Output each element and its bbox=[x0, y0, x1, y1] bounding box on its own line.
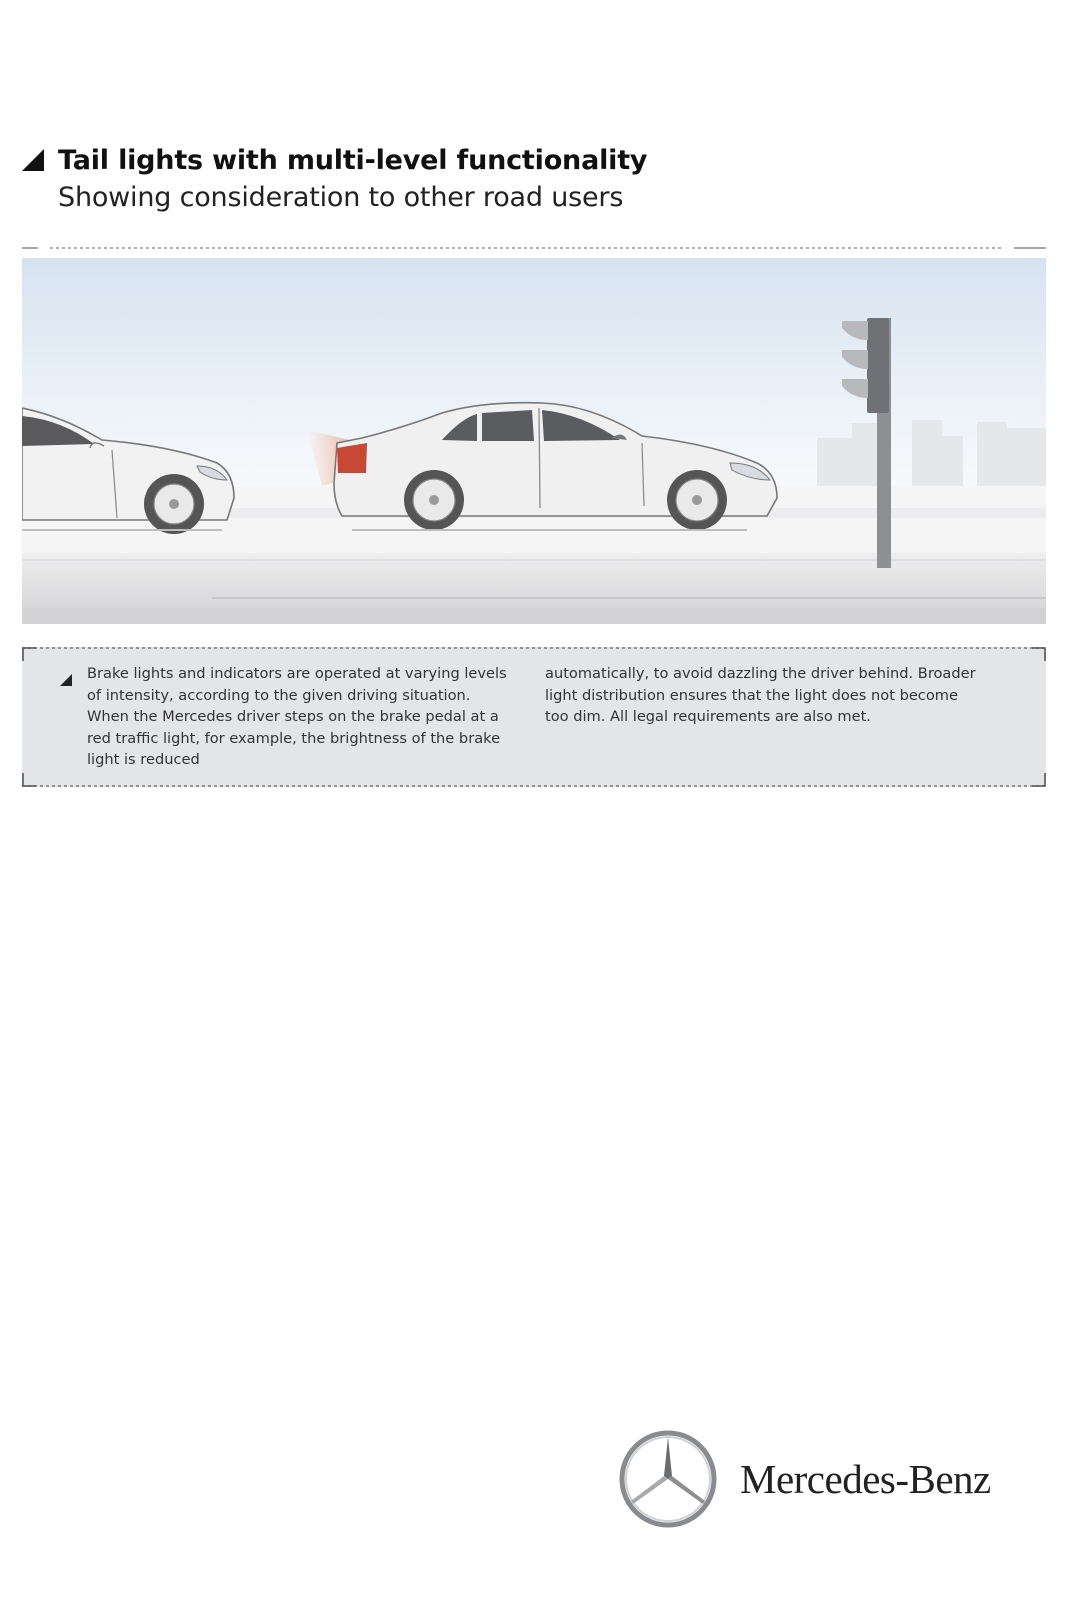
title-row bbox=[22, 140, 1032, 180]
description-column-right: automatically, to avoid dazzling the driver behind. Broader light distribution ensures that the light does not become too dim. All legal requirements are also met. bbox=[545, 665, 976, 725]
mercedes-star-icon bbox=[618, 1429, 718, 1529]
header bbox=[22, 140, 1032, 213]
brand-logo bbox=[618, 1428, 1028, 1530]
triangle-bullet-icon bbox=[22, 149, 44, 171]
page-subtitle: Showing consideration to other road users bbox=[58, 182, 624, 213]
triangle-bullet-icon bbox=[60, 674, 72, 686]
description-box bbox=[22, 647, 1046, 787]
tail-lights-illustration bbox=[22, 258, 1046, 624]
page-title: Tail lights with multi-level functionality bbox=[58, 144, 648, 176]
dashed-divider bbox=[22, 247, 1046, 249]
brand-wordmark: Mercedes-Benz bbox=[740, 1456, 991, 1502]
description-column-left: Brake lights and indicators are operated at varying levels of intensity, according to the given driving situation. When the Mercedes driver steps on the brake pedal at a red traffic light, for example, the brightness of the brake light is reduced bbox=[87, 665, 507, 768]
